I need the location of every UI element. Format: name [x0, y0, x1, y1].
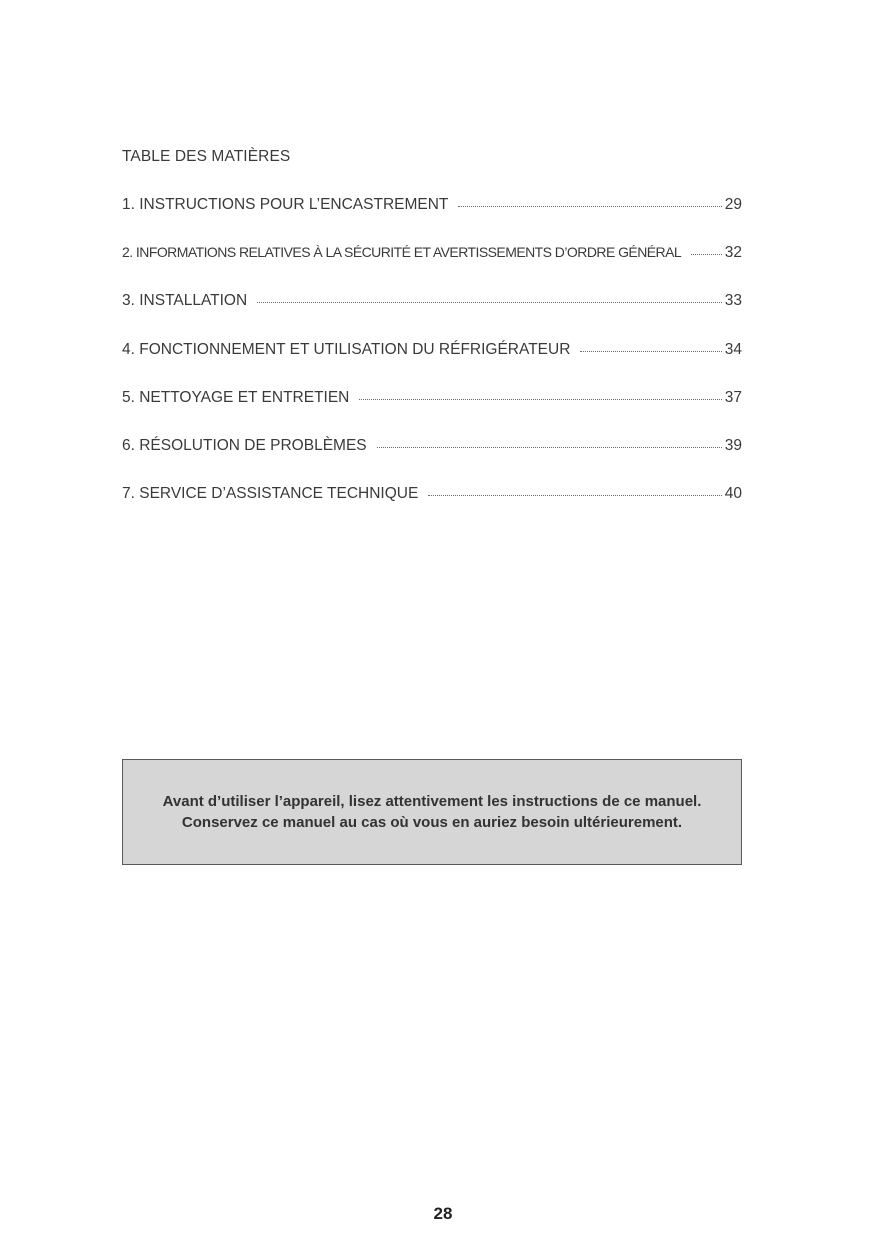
toc-entry-label: 5. NETTOYAGE ET ENTRETIEN [122, 388, 350, 406]
notice-text [123, 791, 741, 833]
toc-leader-dots [458, 206, 721, 207]
toc-leader-dots [377, 447, 722, 448]
toc-entry[interactable] [122, 292, 742, 340]
toc-entry[interactable] [122, 341, 742, 389]
toc-entry[interactable] [122, 437, 742, 485]
toc-leader-dots [691, 254, 722, 255]
toc-leader-dots [428, 495, 721, 496]
toc-title: TABLE DES MATIÈRES [122, 148, 291, 165]
toc-entry-label: 1. INSTRUCTIONS POUR L’ENCASTREMENT [122, 196, 449, 213]
toc-entry-label: 4. FONCTIONNEMENT ET UTILISATION DU RÉFRIGÉRATEUR [122, 340, 571, 358]
toc-entry-label: 6. RÉSOLUTION DE PROBLÈMES [122, 436, 367, 454]
toc-leader-dots [257, 302, 722, 303]
toc-entry-page: 37 [724, 388, 742, 406]
toc-entry-page: 34 [724, 340, 742, 358]
toc-entry[interactable] [122, 196, 742, 244]
toc-entry-label: 7. SERVICE D’ASSISTANCE TECHNIQUE [122, 485, 419, 503]
toc-entry-page: 40 [724, 485, 742, 503]
toc-entry[interactable] [122, 485, 742, 533]
table-of-contents [122, 196, 742, 533]
notice-box [122, 759, 742, 865]
toc-entry[interactable] [122, 389, 742, 437]
toc-entry[interactable] [122, 244, 742, 292]
toc-entry-page: 33 [724, 292, 742, 310]
toc-entry-page: 29 [724, 196, 742, 213]
toc-entry-page: 32 [724, 244, 742, 262]
toc-entry-label: 3. INSTALLATION [122, 292, 248, 310]
toc-leader-dots [359, 399, 721, 400]
toc-entry-label: 2. INFORMATIONS RELATIVES À LA SÉCURITÉ ET AVERTISSEMENTS D’ORDRE GÉNÉRAL [122, 244, 682, 261]
notice-line-read-instructions: Avant d’utiliser l’appareil, lisez attentivement les instructions de ce manuel. [162, 793, 702, 810]
notice-line-keep-manual: Conservez ce manuel au cas où vous en auriez besoin ultérieurement. [181, 814, 683, 831]
toc-leader-dots [580, 351, 721, 352]
page-number: 28 [433, 1204, 453, 1223]
toc-entry-page: 39 [724, 436, 742, 454]
